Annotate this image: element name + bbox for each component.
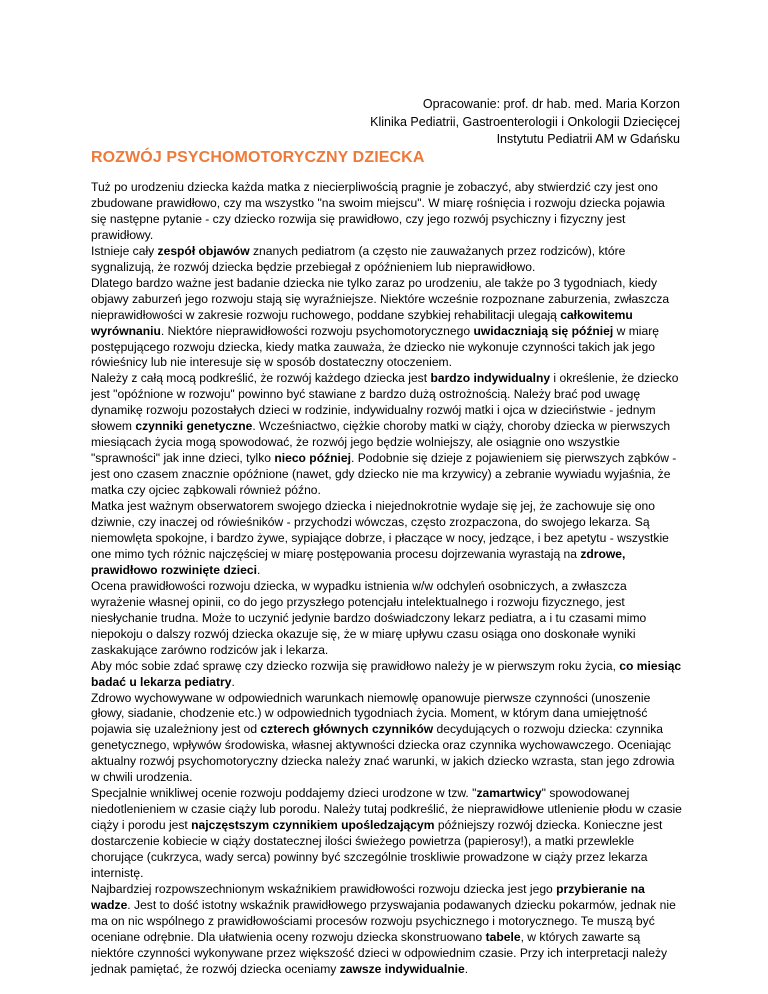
emphasis-text: nieco później bbox=[274, 451, 351, 466]
paragraph-text: i określenie, że dziecko jest "opóźnione w rozwoju" powinno być stawiane z bardzo dużą ostrożnością. Należy brać pod uwagę dynamikę rozwoju pozostałych dzieci w rodzinie, indywidualny rozwój matki i ojca w dzieciństwie - jednym słowem bbox=[91, 371, 679, 434]
paragraph-text: , w których zawarte są niektóre czynności wykonywane przez większość dzieci w odpowiednim czasie. Przy ich interpretacji należy jednak pamiętać, że rozwój dziecka oceniamy bbox=[91, 929, 668, 976]
paragraph-text: . Wcześniactwo, ciężkie choroby matki w ciąży, choroby dziecka w pierwszych miesiącach życia mogą spowodować, że rozwój jego będzie wolniejszy, ale osiągnie ono wszystkie "sprawności" jak inne dzieci, tylko bbox=[91, 419, 671, 466]
emphasis-text: zawsze indywidualnie bbox=[339, 961, 465, 976]
paragraph-text: " spowodowanej niedotlenieniem w czasie ciąży lub porodu. Należy tutaj podkreślić, że nieprawidłowe utlenienie płodu w czasie ciąży i porodu jest bbox=[91, 786, 682, 833]
paragraph bbox=[91, 371, 683, 499]
emphasis-text: przybieranie na wadze bbox=[91, 881, 645, 912]
paragraph bbox=[91, 882, 683, 978]
paragraph bbox=[91, 180, 683, 244]
author-clinic: Klinika Pediatrii, Gastroenterologii i Onkologii Dziecięcej bbox=[370, 114, 680, 129]
paragraph bbox=[91, 659, 683, 691]
paragraph-text: . bbox=[256, 562, 261, 577]
paragraph-text: Aby móc sobie zdać sprawę czy dziecko rozwija się prawidłowo należy je w pierwszym roku życia, bbox=[91, 658, 620, 673]
paragraph-text: Tuż po urodzeniu dziecka każda matka z niecierpliwością pragnie je zobaczyć, aby stwierdzić czy jest ono zbudowane prawidłowo, czy ma wszystko "na swoim miejscu". W miarę rośnięcia i rozwoju dziecka pojawia się następne pytanie - czy dziecko rozwija się prawidłowo, czy jego rozwój psychiczny i fizyczny jest prawidłowy. bbox=[91, 180, 665, 242]
paragraph-text: w miarę postępującego rozwoju dziecka, kiedy matka zauważa, że dziecko nie wykonuje czynności takich jak jego rówieśnicy lub nie interesuje się w sposób dostateczny otoczeniem. bbox=[91, 323, 659, 370]
emphasis-text: tabele bbox=[485, 929, 521, 944]
paragraph-text: decydujących o rozwoju dziecka: czynnika genetycznego, wpływów środowiska, własnej aktywności dziecka oraz czynnika wychowawczego. Oceniając aktualny rozwój psychomotoryczny dziecka należy znać warunki, w jakich dziecko wzrasta, stan jego zdrowia w chwili urodzenia. bbox=[91, 722, 675, 785]
emphasis-text: zamartwicy bbox=[476, 786, 542, 801]
emphasis-text: co miesiąc badać u lekarza pediatry bbox=[91, 658, 682, 689]
emphasis-text: całkowitemu wyrównaniu bbox=[91, 307, 633, 338]
emphasis-text: bardzo indywidualny bbox=[430, 371, 551, 386]
author-name: Opracowanie: prof. dr hab. med. Maria Korzon bbox=[422, 97, 680, 111]
paragraph bbox=[91, 276, 683, 372]
paragraph-text: . Podobnie się dzieje z pojawieniem się pierwszych ząbków - jest ono czasem znacznie opóźnione (nawet, gdy dziecko nie ma krzywicy) a zebranie wywiadu wyjaśnia, że matka czy ojciec ząbkowali również późno. bbox=[91, 451, 677, 498]
paragraph-text: Matka jest ważnym obserwatorem swojego dziecka i niejednokrotnie wydaje się jej, że zachowuje się ono dziwnie, czy inaczej od rówieśników - przychodzi wówczas, często zrozpaczona, do swojego lekarza. Są niemowlęta spokojne, i bardzo żywe, sypiające dobrze, i płaczące w nocy, jedzące, i bez apetytu - wszystkie one mimo tych różnic najczęściej w miarę postępowania procesu dojrzewania wyrastają na bbox=[91, 499, 669, 561]
emphasis-text: zespół objawów bbox=[157, 243, 250, 258]
paragraph-text: . bbox=[231, 674, 235, 689]
paragraph bbox=[91, 579, 683, 659]
paragraph bbox=[91, 244, 683, 276]
paragraph-text: . Niektóre nieprawidłowości rozwoju psychomotorycznego bbox=[160, 323, 474, 338]
emphasis-text: czynniki genetyczne bbox=[135, 419, 253, 434]
paragraph-text: Najbardziej rozpowszechnionym wskaźnikiem prawidłowości rozwoju dziecka jest jego bbox=[91, 881, 557, 896]
paragraph-text: Dlatego bardzo ważne jest badanie dziecka nie tylko zaraz po urodzeniu, ale także po 3 tygodniach, kiedy objawy zaburzeń jego rozwoju stają się wyraźniejsze. Niektóre wcześnie rozpoznane zaburzenia, zwłaszcza nieprawidłowości w zakresie rozwoju ruchowego, poddane szybkiej rehabilitacji ulegają bbox=[91, 275, 670, 322]
paragraph-text: Zdrowo wychowywane w odpowiednich warunkach niemowlę opanowuje pierwsze czynności (unoszenie głowy, siadanie, chodzenie etc.) w odpowiednich tygodniach życia. Moment, w którym dana umiejętność pojawia się uzależniony jest od bbox=[91, 690, 651, 737]
document-title: ROZWÓJ PSYCHOMOTORYCZNY DZIECKA bbox=[91, 149, 425, 166]
paragraph-text: Ocena prawidłowości rozwoju dziecka, w wypadku istnienia w/w odchyleń osobniczych, a zwłaszcza wyrażenie własnej opinii, co do jego przyszłego potencjału intelektualnego i rozwoju fizycznego, jest niesłychanie trudna. Może to uczynić jedynie bardzo doświadczony lekarz pediatra, a i tu czasami mimo niepokoju o dalszy rozwój dziecka okazuje się, że w miarę upływu czasu osiąga ono doskonałe wyniki zaskakujące zarówno rodziców jak i lekarza. bbox=[91, 578, 647, 657]
document-body bbox=[91, 180, 683, 978]
paragraph-text: . Jest to dość istotny wskaźnik prawidłowego przyswajania podawanych dziecku pokarmów, jednak nie ma on nic wspólnego z prawidłowościami procesów rozwoju psychicznego i motorycznego. Te muszą być oceniane odrębnie. Dla ułatwienia oceny rozwoju dziecka skonstruowano bbox=[91, 897, 676, 944]
paragraph-text: . bbox=[464, 961, 469, 976]
emphasis-text: czterech głównych czynników bbox=[260, 722, 434, 737]
paragraph bbox=[91, 786, 683, 882]
emphasis-text: najczęstszym czynnikiem upośledzającym bbox=[191, 818, 435, 833]
emphasis-text: uwidaczniają się później bbox=[473, 323, 614, 338]
author-institute: Instytutu Pediatrii AM w Gdańsku bbox=[496, 132, 680, 146]
paragraph-text: Istnieje cały bbox=[91, 243, 158, 258]
paragraph bbox=[91, 499, 683, 579]
author-block bbox=[80, 96, 680, 149]
paragraph bbox=[91, 691, 683, 787]
emphasis-text: zdrowe, prawidłowo rozwinięte dzieci bbox=[91, 546, 626, 577]
paragraph-text: znanych pediatrom (a często nie zauważanych przez rodziców), które sygnalizują, że rozwój dziecka będzie przebiegał z opóźnieniem lub nieprawidłowo. bbox=[91, 243, 626, 274]
paragraph-text: Specjalnie wnikliwej ocenie rozwoju poddajemy dzieci urodzone w tzw. " bbox=[91, 786, 477, 801]
paragraph-text: Należy z całą mocą podkreślić, że rozwój każdego dziecka jest bbox=[91, 371, 431, 386]
paragraph-text: późniejszy rozwój dziecka. Konieczne jest dostarczenie kobiecie w ciąży dostatecznej ilości świeżego powietrza (papierosy!), a matki przewlekle chorujące (cukrzyca, wady serca) powinny być szczególnie troskliwie prowadzone w ciąży przez lekarza internistę. bbox=[91, 818, 663, 880]
